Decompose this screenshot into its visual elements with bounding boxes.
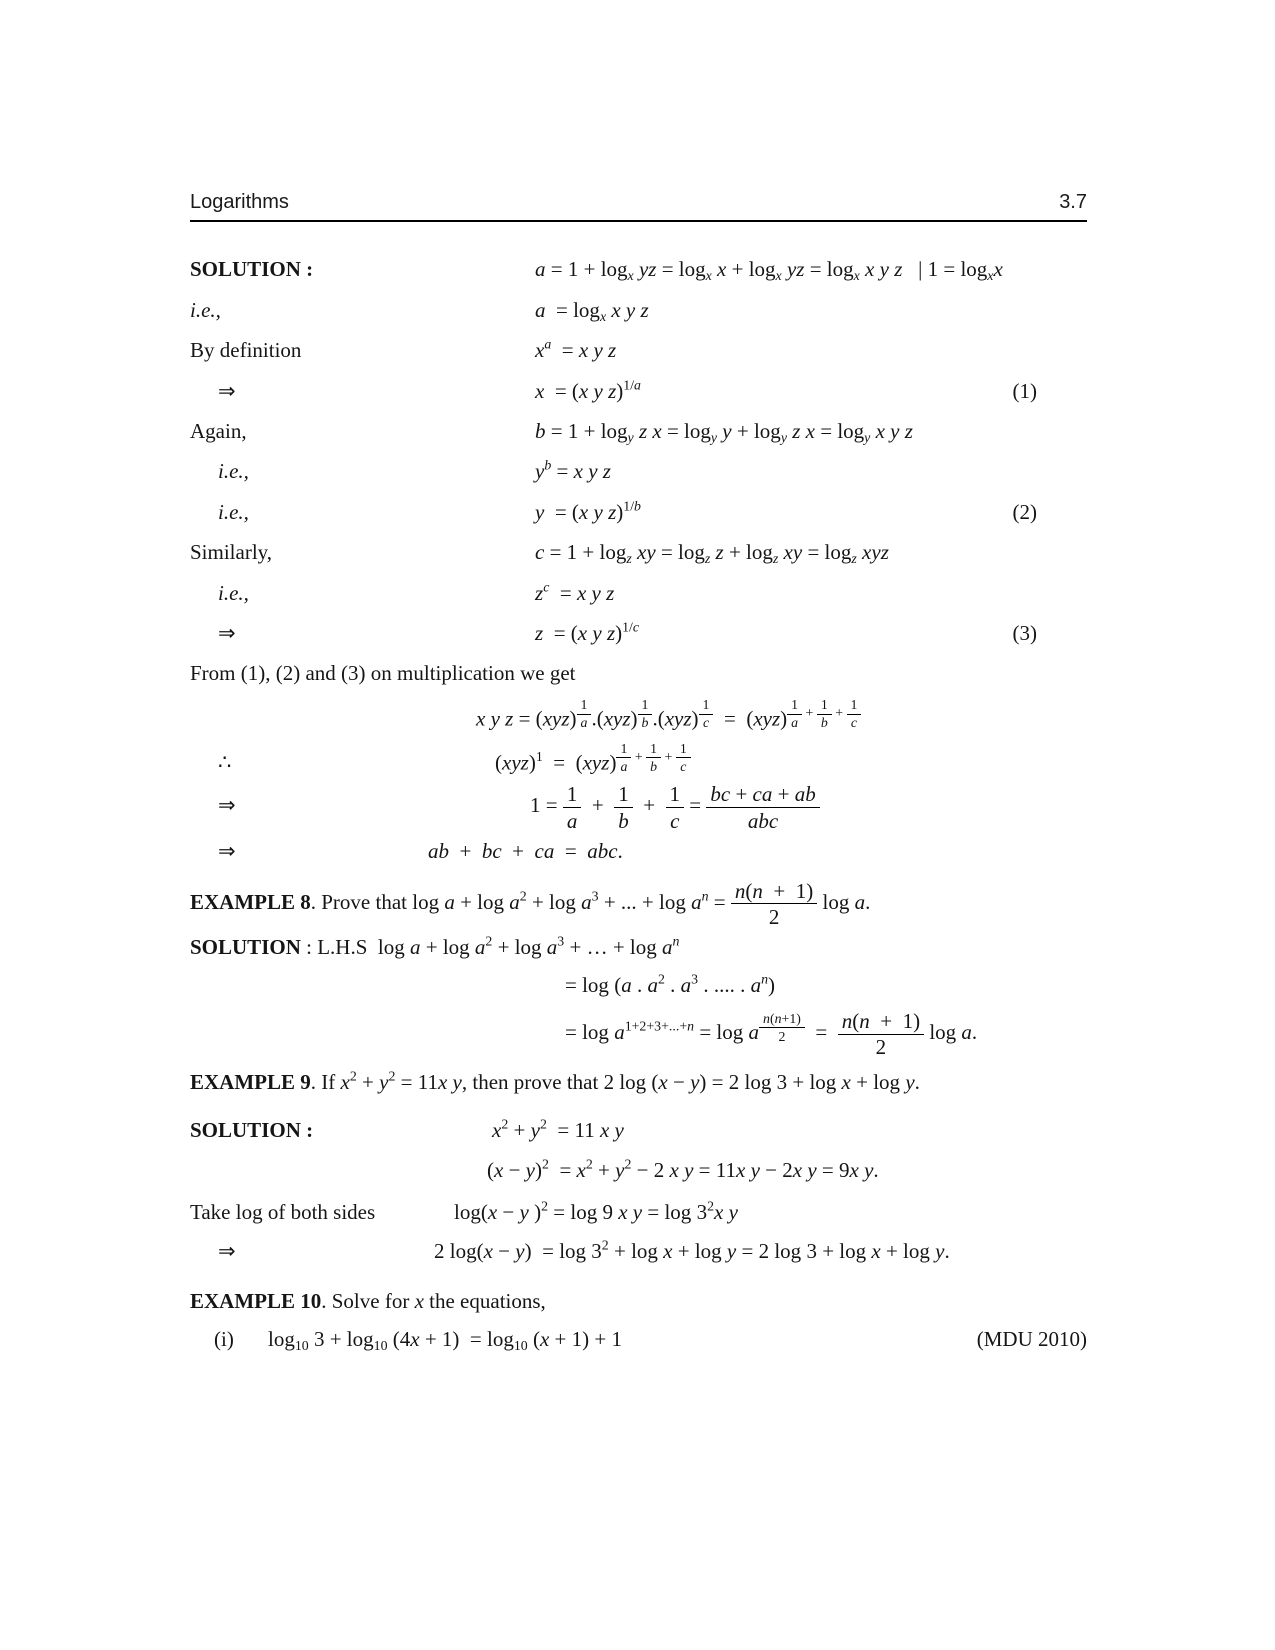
math-equation: (xyz)$^1$ = (xyz) $^{\frac{1}{a} + \frac{1}{b} + \frac{1}{c}}$: [495, 742, 691, 776]
math-equation: x y z = (xyz) $^{\frac{1}{a}}$ .(xyz) $^{\frac{1}{b}}$ .(xyz) $^{\frac{1}{c}}$ = (xyz) $^{\frac{1}{a} + \frac{1}{b} + \frac{1}{c}}$: [476, 698, 861, 732]
example-label: EXAMPLE 8: [190, 889, 311, 914]
math-equation: y = (x y z)$^{1/b}$: [535, 498, 641, 524]
therefore-symbol: ∴: [218, 750, 232, 775]
implies-symbol: ⇒: [218, 620, 237, 645]
row-label: Take log of both sides: [190, 1200, 376, 1225]
math-equation: $b = 1 + \log_y z$ $x = \log_y y + \log_y z$ $x = \log_y x$ y z: [535, 418, 913, 445]
derivation-row: [190, 580, 1087, 606]
body-text: . If: [310, 1069, 341, 1094]
math-equation: z = (x y z)$^{1/c}$: [535, 619, 640, 645]
derivation-row: [190, 337, 1087, 363]
row-label: SOLUTION: [190, 934, 301, 959]
math-equation: $x^2 + y^2 = 11x$ y,: [340, 1068, 468, 1094]
math-equation: $a = \log_x x$ y z: [535, 297, 649, 324]
solution-row: [190, 1117, 1087, 1143]
body-text: . Solve for: [321, 1288, 415, 1313]
derivation-row: [190, 1199, 1087, 1225]
derivation-row: [190, 418, 1087, 445]
example-9-statement: [190, 1069, 1087, 1095]
math-equation: = $\log a^{1+2+3+...+n} = \log a$ $^{\frac{n(n+1)}{2}}$ = $\frac{n(n + 1)}{2}$ log a.: [565, 1009, 978, 1060]
math-equation: $(x - y)^2 = x^2 + y^2 - 2$ x y = 11x y − 2x y = 9x y.: [487, 1156, 879, 1182]
example-10-statement: [190, 1288, 1087, 1314]
running-title: Logarithms: [190, 191, 289, 213]
implies-symbol: ⇒: [218, 378, 237, 403]
row-label: SOLUTION :: [190, 1117, 314, 1142]
math-equation: 2 $\log(x - y) = \log 3^2 + \log x + \log y = 2$ log 3 + log x + log y.: [434, 1237, 950, 1263]
body-text: : L.H.S: [300, 934, 378, 959]
math-equation: $\log a + \log a^2 + \log a^3$ + … + $\log a^n$: [377, 933, 680, 959]
example-8-statement: [190, 880, 1087, 928]
row-label: Again,: [190, 418, 247, 443]
example-label: EXAMPLE 9: [190, 1069, 311, 1094]
row-label: By definition: [190, 338, 302, 363]
derivation-row: [190, 458, 1087, 484]
derivation-row: [190, 620, 1087, 646]
item-label: (i): [214, 1327, 234, 1351]
derivation-row: [190, 297, 1087, 324]
body-text: . Prove that: [310, 889, 413, 914]
display-equation-row: [190, 698, 1087, 732]
display-equation-row: [190, 1157, 1087, 1183]
solution-row: [190, 934, 1087, 960]
math-equation: = log (a . $a^2$ . $a^3$ . .... . $a^n$): [565, 971, 775, 998]
row-label: i.e.,: [190, 297, 221, 322]
math-equation: ab + bc + ca = abc.: [428, 838, 623, 863]
math-equation: $z^c = x$ y z: [535, 579, 615, 605]
derivation-row: [190, 499, 1087, 525]
math-equation: log(x − y )$^2$ = log 9 x $y = \log 3^2x$ y: [454, 1198, 738, 1225]
equation-i-row: [190, 1326, 1087, 1353]
body-text: the equations,: [423, 1288, 546, 1313]
derivation-row: [190, 539, 1087, 566]
example-label: EXAMPLE 10: [190, 1288, 322, 1313]
derivation-row: [190, 378, 1087, 404]
solution-row: [190, 256, 1087, 283]
math-equation: $x^a = x$ y z: [535, 336, 617, 363]
row-label: i.e.,: [218, 499, 249, 524]
derivation-row: [190, 742, 1087, 776]
text-row: [190, 660, 1087, 686]
math-equation: $\log_{10} 3 + \log_{10} (4x + 1) = \log_{10} (x + 1) + 1$: [268, 1327, 622, 1354]
display-equation-row: [190, 972, 1087, 998]
math-equation: 2 log (x − y) = 2 log 3 + log x + log y.: [603, 1069, 920, 1094]
implies-symbol: ⇒: [218, 838, 237, 863]
math-equation: x: [414, 1288, 424, 1313]
equation-number: (3): [1012, 620, 1037, 645]
exam-reference: (MDU 2010): [976, 1327, 1087, 1351]
math-equation: $x^2 + y^2 = 11$ x y: [492, 1116, 624, 1142]
math-equation: $y^b = x$ y z: [535, 458, 611, 484]
page-number: 3.7: [1059, 191, 1087, 213]
math-equation: x = (x y z)$^{1/a}$: [535, 377, 641, 403]
math-equation: $\log a + \log a^2 + \log a^3$ + ... + $\log a^n$ = $\frac{n(n + 1)}{2}$ log a.: [412, 878, 871, 929]
math-equation: $c = 1 + \log_z$ xy = $\log_z z + \log_z$ xy = $\log_z$ xyz: [535, 539, 889, 567]
derivation-row: [190, 783, 1087, 831]
math-equation: $a = 1 + \log_x$ yz = $\log_x x + \log_x$ yz = $\log_x x$ y z | $1 = \log_xx$: [535, 257, 1003, 284]
equation-number: (1): [1012, 378, 1037, 403]
implies-symbol: ⇒: [218, 793, 237, 818]
page-header: [190, 190, 1087, 222]
math-equation: 1 = $\frac{1}{a}$ + $\frac{1}{b}$ + $\frac{1}{c}$ = $\frac{bc + ca + ab}{\text{abc}}$: [530, 783, 820, 831]
implies-symbol: ⇒: [218, 1238, 237, 1263]
equation-number: (2): [1012, 499, 1037, 524]
derivation-row: [190, 838, 1087, 864]
body-text: From (1), (2) and (3) on multiplication we get: [190, 661, 576, 685]
row-label: i.e.,: [218, 580, 249, 605]
row-label: i.e.,: [218, 459, 249, 484]
row-label: SOLUTION :: [190, 257, 314, 281]
row-label: Similarly,: [190, 539, 273, 564]
display-equation-row: [190, 1010, 1087, 1058]
derivation-row: [190, 1238, 1087, 1264]
body-text: then prove that: [467, 1069, 604, 1094]
